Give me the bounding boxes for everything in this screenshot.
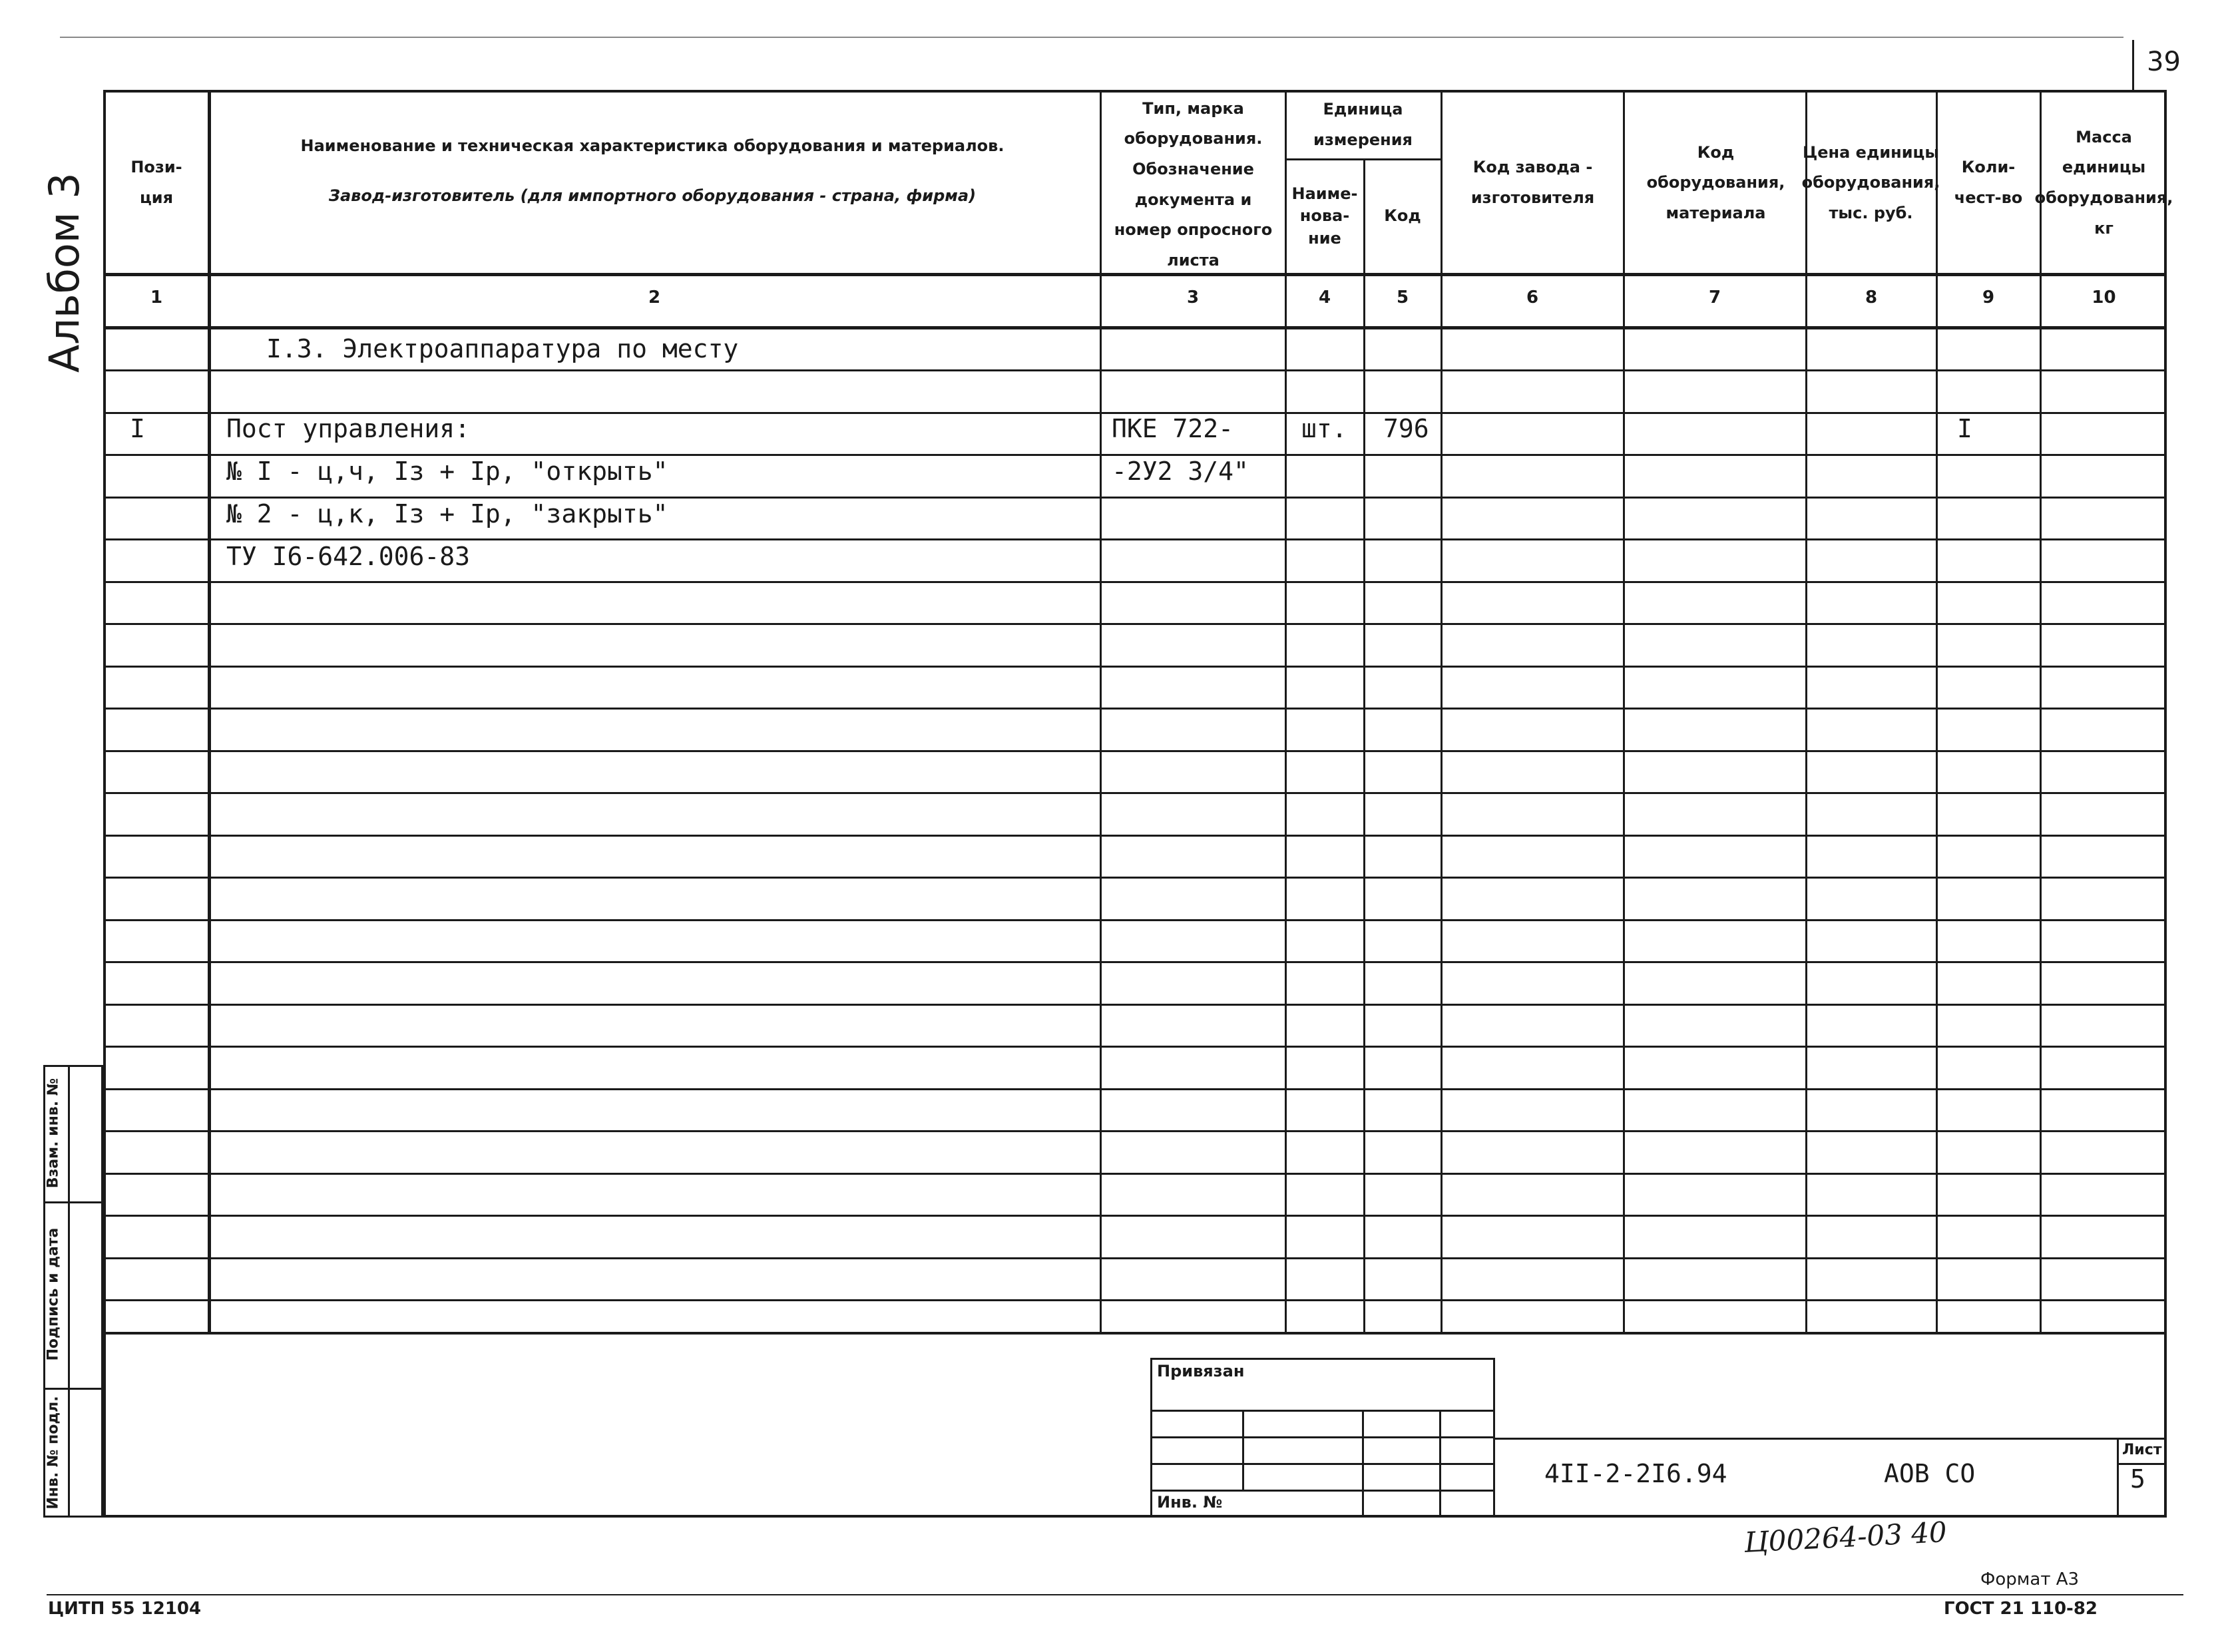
- table-row-name: ТУ I6-642.006-83: [226, 542, 471, 571]
- table-row-line: [103, 454, 2167, 456]
- table-row-line: [103, 1257, 2167, 1259]
- colnum-bottom-line: [103, 326, 2167, 329]
- album-label: Альбом 3: [40, 172, 89, 373]
- page-number: 39: [2147, 47, 2181, 77]
- table-frame: [103, 90, 2173, 1335]
- table-row-line: [103, 369, 2167, 371]
- table-row-name: I.3. Электроаппаратура по месту: [266, 334, 739, 363]
- table-row-line: [103, 961, 2167, 963]
- table-row-line: [103, 835, 2167, 837]
- side-stamp-inv-podl: Инв. № подл.: [45, 1396, 62, 1510]
- table-row-type: ПКЕ 722-: [1112, 414, 1234, 443]
- table-row-name: Пост управления:: [226, 414, 471, 443]
- privyazan-vline3: [1439, 1410, 1441, 1518]
- header-name-line1: Наименование и техническая характеристика оборудования и материалов.: [300, 136, 1004, 156]
- header-factory-code: Код завода - изготовителя: [1470, 158, 1595, 207]
- title-block-frame: [103, 1335, 2167, 1518]
- privyazan-label: Привязан: [1157, 1362, 1245, 1380]
- header-mass: Масса единицы оборудования, кг: [2034, 127, 2173, 238]
- col-divider-6: [1623, 90, 1625, 1335]
- table-row-position: I: [130, 414, 145, 443]
- table-row-type: -2У2 3/4": [1112, 457, 1249, 486]
- header-unit-group: Единица измерения: [1313, 99, 1413, 149]
- colnum-6: 6: [1526, 288, 1539, 308]
- colnum-5: 5: [1396, 288, 1409, 308]
- table-row-line: [103, 581, 2167, 583]
- col-divider-4: [1363, 160, 1365, 1335]
- table-row-line: [103, 623, 2167, 625]
- table-row-quantity: I: [1957, 414, 1972, 443]
- table-row-unit: шт.: [1301, 414, 1347, 443]
- header-position: Пози- ция: [130, 158, 182, 207]
- privyazan-line4: [1150, 1490, 1495, 1492]
- page-number-divider: [2132, 40, 2134, 90]
- col-divider-3: [1285, 90, 1287, 1335]
- colnum-3: 3: [1186, 288, 1200, 308]
- col-divider-7: [1805, 90, 1807, 1335]
- col-divider-8: [1936, 90, 1938, 1335]
- col-divider-5: [1441, 90, 1443, 1335]
- doc-code-top-line: [1495, 1438, 2167, 1440]
- table-row-line: [103, 877, 2167, 879]
- table-row-code: 796: [1383, 414, 1429, 443]
- table-row-line: [103, 497, 2167, 499]
- header-unit-code: Код: [1384, 206, 1421, 226]
- table-row-name: № 2 - ц,к, Iз + Iр, "закрыть": [226, 499, 668, 528]
- side-stamp-podpis: Подпись и дата: [45, 1227, 62, 1361]
- col-divider-2: [1100, 90, 1102, 1335]
- colnum-9: 9: [1982, 288, 1995, 308]
- table-row-line: [103, 538, 2167, 540]
- header-price: Цена единицы оборудования, тыс. руб.: [1801, 142, 1940, 222]
- header-type: Тип, марка оборудования. Обозначение документа и номер опросного листа: [1114, 99, 1273, 270]
- privyazan-line3: [1150, 1463, 1495, 1465]
- col-divider-9: [2040, 90, 2042, 1335]
- table-row-line: [103, 1046, 2167, 1048]
- handwritten-code: Ц00264-03 40: [1743, 1516, 1948, 1559]
- unit-group-divider: [1285, 158, 1441, 160]
- sheet-number: 5: [2130, 1464, 2145, 1494]
- table-row-line: [103, 1130, 2167, 1132]
- gost-label: ГОСТ 21 110-82: [1944, 1599, 2098, 1619]
- doc-section: АОВ СО: [1884, 1459, 1976, 1488]
- privyazan-line2: [1150, 1436, 1495, 1438]
- table-row-line: [103, 1299, 2167, 1301]
- top-rule: [60, 37, 2123, 38]
- colnum-2: 2: [648, 288, 661, 308]
- col-divider-1: [208, 90, 211, 1335]
- sheet-label: Лист: [2122, 1442, 2162, 1458]
- footer-rule: [47, 1594, 2183, 1595]
- privyazan-vline2: [1362, 1410, 1364, 1518]
- colnum-8: 8: [1865, 288, 1878, 308]
- inv-no-label: Инв. №: [1157, 1493, 1223, 1512]
- doc-code: 4II-2-2I6.94: [1544, 1459, 1727, 1488]
- table-row-line: [103, 1173, 2167, 1175]
- colnum-1: 1: [150, 288, 163, 308]
- colnum-10: 10: [2092, 288, 2116, 308]
- header-name-line2: Завод-изготовитель (для импортного оборудования - страна, фирма): [328, 186, 977, 206]
- colnum-4: 4: [1318, 288, 1331, 308]
- header-unit-name: Наиме-нова-ние: [1291, 184, 1358, 248]
- table-row-line: [103, 919, 2167, 921]
- privyazan-vline1: [1242, 1410, 1244, 1490]
- privyazan-line1: [1150, 1410, 1495, 1412]
- table-row-line: [103, 792, 2167, 794]
- table-row-line: [103, 750, 2167, 752]
- header-quantity: Коли-чест-во: [1954, 158, 2023, 207]
- table-row-line: [103, 1004, 2167, 1006]
- table-row-line: [103, 708, 2167, 710]
- table-row-line: [103, 1088, 2167, 1090]
- cipt-label: ЦИТП 55 12104: [48, 1599, 202, 1619]
- side-stamp-divider: [68, 1065, 70, 1518]
- sheet-divider: [2117, 1438, 2119, 1518]
- table-row-name: № I - ц,ч, Iз + Iр, "открыть": [226, 457, 668, 486]
- table-row-line: [103, 1215, 2167, 1217]
- table-row-line: [103, 666, 2167, 668]
- header-equipment-code: Код оборудования, материала: [1646, 142, 1785, 222]
- side-stamp-vzam: Взам. инв. №: [45, 1078, 62, 1189]
- format-label: Формат А3: [1980, 1569, 2080, 1589]
- colnum-7: 7: [1708, 288, 1721, 308]
